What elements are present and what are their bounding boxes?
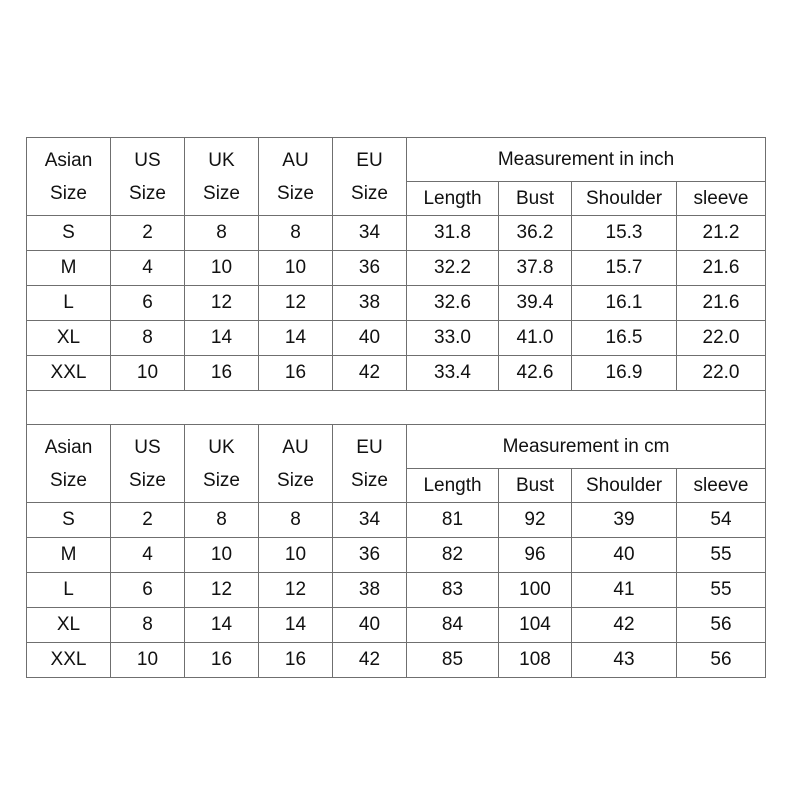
inch-measurement-title: Measurement in inch [407, 138, 766, 182]
cell-eu-size: 40 [333, 321, 407, 356]
cell-length: 31.8 [407, 216, 499, 251]
cell-uk-size: 8 [185, 503, 259, 538]
cell-us-size: 4 [111, 538, 185, 573]
header-label: Size [351, 182, 388, 204]
cell-au-size: 10 [259, 538, 333, 573]
cell-us-size: 6 [111, 286, 185, 321]
cell-us-size: 8 [111, 321, 185, 356]
cell-bust: 100 [499, 573, 572, 608]
cell-length: 33.4 [407, 356, 499, 391]
cm-header-row [27, 425, 766, 469]
cell-au-size: 8 [259, 503, 333, 538]
cell-eu-size: 34 [333, 216, 407, 251]
cell-asian-size: XL [27, 321, 111, 356]
cell-au-size: 16 [259, 356, 333, 391]
cell-sleeve: 54 [677, 503, 766, 538]
cell-eu-size: 38 [333, 573, 407, 608]
cell-asian-size: S [27, 216, 111, 251]
cell-shoulder: 40 [572, 538, 677, 573]
cell-length: 32.6 [407, 286, 499, 321]
cell-au-size: 14 [259, 321, 333, 356]
table-row [27, 356, 766, 391]
cell-length: 83 [407, 573, 499, 608]
table-row [27, 216, 766, 251]
cell-au-size: 12 [259, 286, 333, 321]
cell-us-size: 10 [111, 356, 185, 391]
spacer-cell [27, 391, 766, 425]
cell-sleeve: 56 [677, 608, 766, 643]
cell-asian-size: S [27, 503, 111, 538]
header-label: Size [277, 182, 314, 204]
cell-asian-size: XXL [27, 643, 111, 678]
cell-shoulder: 15.7 [572, 251, 677, 286]
cm-header-eu-size [333, 425, 407, 503]
cell-sleeve: 21.6 [677, 286, 766, 321]
inch-header-sleeve: sleeve [677, 182, 766, 216]
inch-header-row [27, 138, 766, 182]
header-label: AU [282, 149, 309, 171]
header-label: US [134, 149, 161, 171]
cell-asian-size: L [27, 286, 111, 321]
cm-header-sleeve: sleeve [677, 469, 766, 503]
table-spacer-row [27, 391, 766, 425]
header-label: Size [129, 469, 166, 491]
inch-header-us-size [111, 138, 185, 216]
cell-au-size: 10 [259, 251, 333, 286]
inch-header-asian-size [27, 138, 111, 216]
cell-uk-size: 14 [185, 608, 259, 643]
cell-bust: 96 [499, 538, 572, 573]
cm-header-length: Length [407, 469, 499, 503]
size-chart-table [26, 137, 766, 678]
cell-sleeve: 55 [677, 538, 766, 573]
cell-eu-size: 36 [333, 251, 407, 286]
cell-au-size: 12 [259, 573, 333, 608]
cell-uk-size: 16 [185, 356, 259, 391]
cell-bust: 39.4 [499, 286, 572, 321]
cell-sleeve: 55 [677, 573, 766, 608]
cell-au-size: 8 [259, 216, 333, 251]
header-label: Size [50, 182, 87, 204]
header-label: Size [351, 469, 388, 491]
cell-bust: 41.0 [499, 321, 572, 356]
header-label: UK [208, 436, 235, 458]
table-row [27, 503, 766, 538]
cell-au-size: 14 [259, 608, 333, 643]
cell-us-size: 2 [111, 503, 185, 538]
cell-uk-size: 8 [185, 216, 259, 251]
table-row [27, 643, 766, 678]
cell-sleeve: 56 [677, 643, 766, 678]
cell-eu-size: 34 [333, 503, 407, 538]
cm-header-au-size [259, 425, 333, 503]
cell-sleeve: 21.2 [677, 216, 766, 251]
cell-length: 82 [407, 538, 499, 573]
header-label: Size [203, 182, 240, 204]
header-label: Asian [44, 436, 93, 458]
inch-header-length: Length [407, 182, 499, 216]
cm-header-asian-size [27, 425, 111, 503]
header-label: EU [356, 436, 383, 458]
cell-asian-size: XL [27, 608, 111, 643]
cell-us-size: 4 [111, 251, 185, 286]
cm-header-uk-size [185, 425, 259, 503]
table-row [27, 608, 766, 643]
cell-asian-size: M [27, 538, 111, 573]
cell-sleeve: 22.0 [677, 321, 766, 356]
table-row [27, 286, 766, 321]
cell-length: 85 [407, 643, 499, 678]
table-row [27, 573, 766, 608]
header-label: Asian [44, 149, 93, 171]
cm-header-shoulder: Shoulder [572, 469, 677, 503]
cell-shoulder: 16.1 [572, 286, 677, 321]
inch-header-uk-size [185, 138, 259, 216]
cell-uk-size: 12 [185, 286, 259, 321]
cell-sleeve: 21.6 [677, 251, 766, 286]
cell-shoulder: 16.5 [572, 321, 677, 356]
inch-header-shoulder: Shoulder [572, 182, 677, 216]
cell-length: 84 [407, 608, 499, 643]
cell-eu-size: 40 [333, 608, 407, 643]
cell-eu-size: 38 [333, 286, 407, 321]
cm-header-us-size [111, 425, 185, 503]
cell-shoulder: 15.3 [572, 216, 677, 251]
table-row [27, 538, 766, 573]
cell-uk-size: 14 [185, 321, 259, 356]
cell-us-size: 8 [111, 608, 185, 643]
cell-bust: 42.6 [499, 356, 572, 391]
cell-us-size: 10 [111, 643, 185, 678]
cm-measurement-title: Measurement in cm [407, 425, 766, 469]
header-label: Size [277, 469, 314, 491]
cell-bust: 108 [499, 643, 572, 678]
cell-us-size: 2 [111, 216, 185, 251]
cell-eu-size: 42 [333, 643, 407, 678]
inch-header-bust: Bust [499, 182, 572, 216]
cell-shoulder: 39 [572, 503, 677, 538]
header-label: EU [356, 149, 383, 171]
cell-shoulder: 16.9 [572, 356, 677, 391]
header-label: US [134, 436, 161, 458]
cell-au-size: 16 [259, 643, 333, 678]
cell-asian-size: M [27, 251, 111, 286]
header-label: Size [203, 469, 240, 491]
cell-asian-size: XXL [27, 356, 111, 391]
cell-length: 33.0 [407, 321, 499, 356]
cell-bust: 37.8 [499, 251, 572, 286]
cell-bust: 92 [499, 503, 572, 538]
cell-sleeve: 22.0 [677, 356, 766, 391]
cell-bust: 36.2 [499, 216, 572, 251]
cell-shoulder: 43 [572, 643, 677, 678]
table-row [27, 321, 766, 356]
cell-length: 81 [407, 503, 499, 538]
cell-uk-size: 10 [185, 251, 259, 286]
cell-shoulder: 42 [572, 608, 677, 643]
cell-uk-size: 16 [185, 643, 259, 678]
cm-header-bust: Bust [499, 469, 572, 503]
table-row [27, 251, 766, 286]
cell-us-size: 6 [111, 573, 185, 608]
cell-uk-size: 12 [185, 573, 259, 608]
cell-asian-size: L [27, 573, 111, 608]
cell-shoulder: 41 [572, 573, 677, 608]
cell-uk-size: 10 [185, 538, 259, 573]
inch-header-eu-size [333, 138, 407, 216]
header-label: Size [50, 469, 87, 491]
cell-eu-size: 42 [333, 356, 407, 391]
cell-length: 32.2 [407, 251, 499, 286]
header-label: Size [129, 182, 166, 204]
cell-eu-size: 36 [333, 538, 407, 573]
inch-header-au-size [259, 138, 333, 216]
header-label: UK [208, 149, 235, 171]
cell-bust: 104 [499, 608, 572, 643]
header-label: AU [282, 436, 309, 458]
